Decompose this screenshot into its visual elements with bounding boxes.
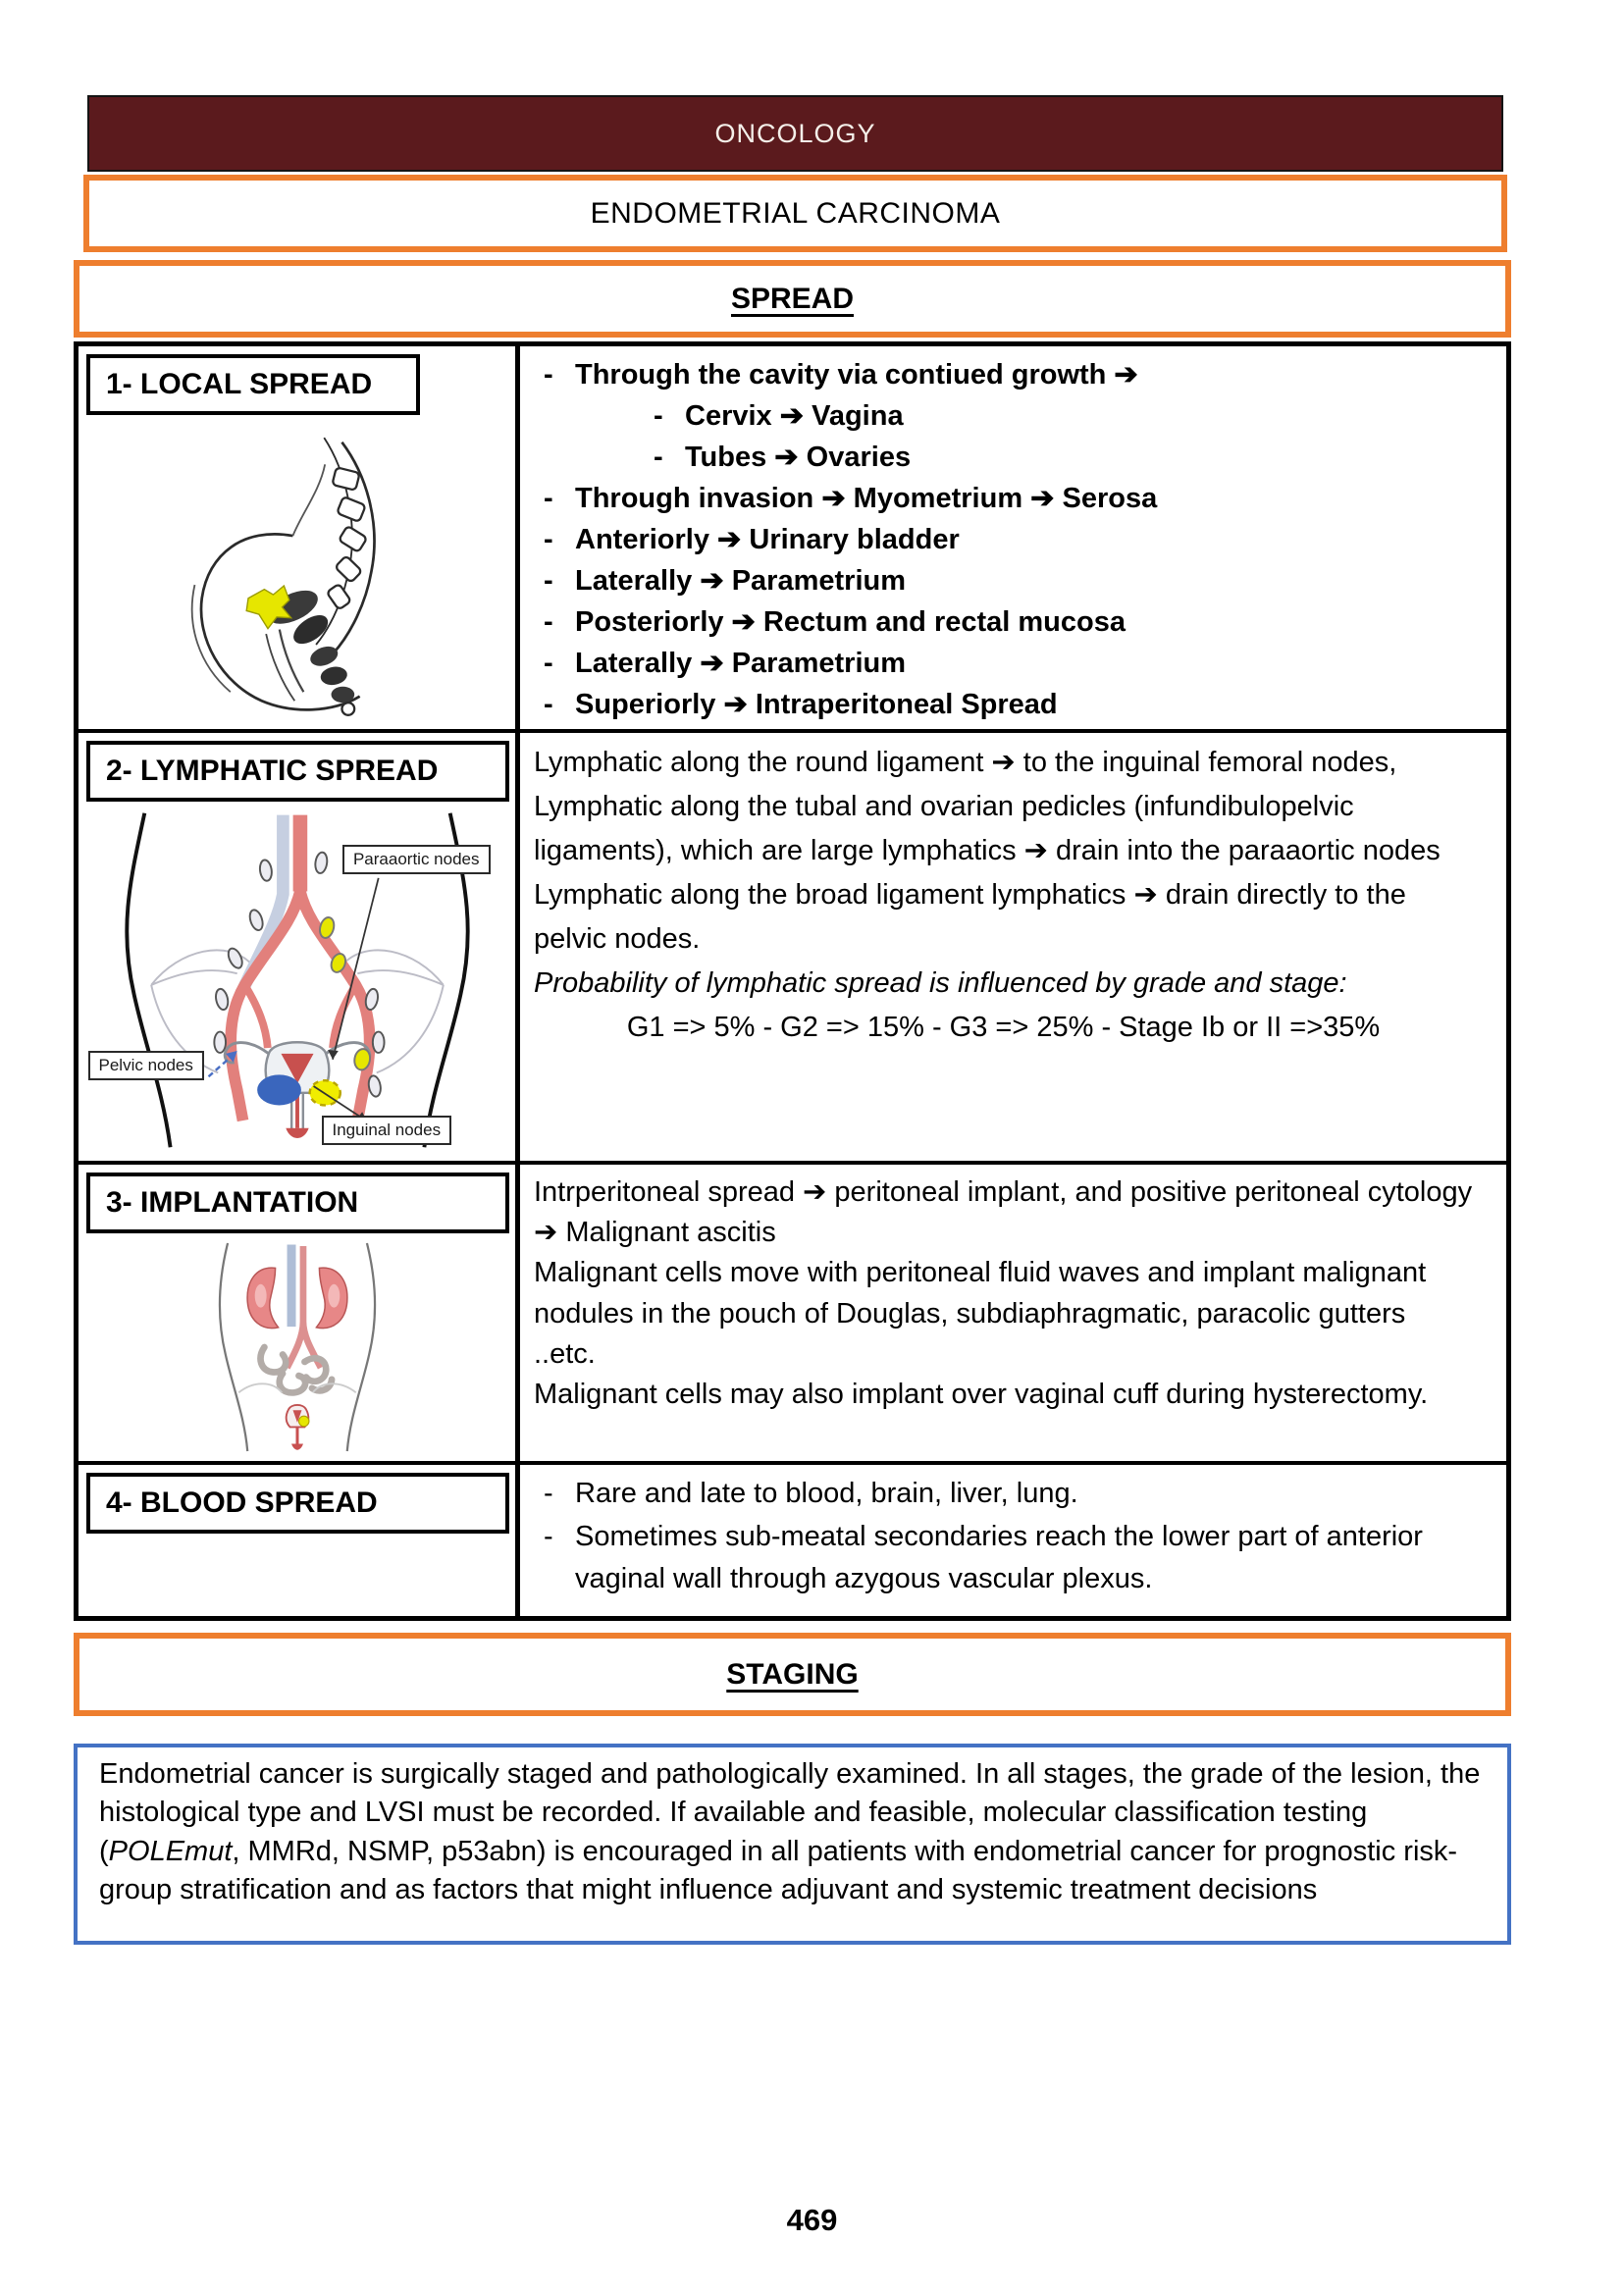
- bullet-text: Through invasion ➔ Myometrium ➔ Serosa: [575, 483, 1158, 515]
- implantation-paragraph: Intrperitoneal spread ➔ peritoneal implant, and positive peritoneal cytology ➔ Malignant ascitis: [534, 1176, 1473, 1249]
- bullet-dash: -: [544, 648, 553, 680]
- document-page: [74, 95, 1511, 1945]
- oncology-banner: [87, 95, 1503, 172]
- bullet-item: [534, 437, 1473, 478]
- bullet-text: Laterally ➔ Parametrium: [575, 648, 906, 680]
- blood-spread-content-cell: [520, 1465, 1506, 1616]
- implantation-header-label: 3- IMPLANTATION: [106, 1186, 359, 1219]
- implantation-paragraph: Malignant cells may also implant over vaginal cuff during hysterectomy.: [534, 1378, 1429, 1410]
- spread-section-title: SPREAD: [730, 282, 855, 315]
- implantation-paragraph: Malignant cells move with peritoneal fluid waves and implant malignant nodules in the pouch of Douglas, subdiaphragmatic, paracolic gutters ..etc.: [534, 1257, 1427, 1370]
- bullet-dash: -: [544, 606, 553, 639]
- bullet-item: [534, 601, 1473, 643]
- local-spread-header-label: 1- LOCAL SPREAD: [106, 368, 373, 400]
- bullet-dash: -: [544, 1478, 553, 1509]
- bullet-text: Tubes ➔ Ovaries: [685, 442, 912, 474]
- staging-text-italic: POLEmut: [108, 1835, 233, 1867]
- lymphatic-spread-header-label: 2- LYMPHATIC SPREAD: [106, 755, 439, 787]
- label-paraaortic-nodes: Paraaortic nodes: [342, 845, 491, 874]
- bullet-text: Anteriorly ➔ Urinary bladder: [575, 524, 960, 556]
- staging-note-box: [74, 1744, 1511, 1945]
- local-spread-header: [86, 354, 420, 415]
- staging-text: Endometrial cancer is surgically staged and pathologically examined. In all stages, the grade of the lesion, the histological type and LVSI must be recorded. If available and feasible, molecular classification testing (: [99, 1758, 1481, 1867]
- blood-spread-header-cell: [79, 1465, 520, 1616]
- endometrial-carcinoma-banner: [83, 175, 1507, 252]
- label-pelvic-nodes: Pelvic nodes: [88, 1051, 204, 1080]
- row-blood-spread: [79, 1461, 1506, 1616]
- implantation-content-cell: [520, 1165, 1506, 1461]
- bullet-item: [534, 643, 1473, 684]
- bullet-text: Laterally ➔ Parametrium: [575, 565, 906, 598]
- spread-table: [74, 341, 1511, 1621]
- staging-text: , MMRd, NSMP, p53abn) is encouraged in all patients with endometrial cancer for prognostic risk-group stratification and as factors that might influence adjuvant and systemic treatment decisions: [99, 1835, 1458, 1906]
- lymphatic-paragraph: Lymphatic along the tubal and ovarian pedicles (infundibulopelvic ligaments), which are large lymphatics ➔ drain into the paraaortic nodes: [534, 790, 1441, 866]
- staging-section-title: STAGING: [726, 1657, 859, 1691]
- lymphatic-spread-header: [86, 741, 509, 802]
- bullet-dash: -: [654, 442, 663, 474]
- lymphatic-paragraph: Lymphatic along the broad ligament lymphatics ➔ drain directly to the pelvic nodes.: [534, 878, 1406, 955]
- page-number: 469: [786, 2203, 838, 2237]
- bullet-text: Rare and late to blood, brain, liver, lung.: [575, 1478, 1078, 1509]
- lymphatic-paragraph: Lymphatic along the round ligament ➔ to the inguinal femoral nodes,: [534, 747, 1397, 778]
- probability-note: Probability of lymphatic spread is influenced by grade and stage:: [534, 966, 1347, 999]
- lymphatic-figure: [86, 804, 508, 1157]
- staging-section-banner: [74, 1633, 1511, 1716]
- bullet-item: [534, 684, 1473, 725]
- lymphatic-spread-content-cell: [520, 733, 1506, 1161]
- bullet-text: Through the cavity via contiued growth ➔: [575, 359, 1138, 391]
- bullet-item: [534, 478, 1473, 519]
- grades-line: G1 => 5% - G2 => 15% - G3 => 25% - Stage Ib or II =>35%: [626, 1011, 1381, 1043]
- bullet-text: Cervix ➔ Vagina: [685, 400, 904, 433]
- implantation-header-cell: [79, 1165, 520, 1461]
- spread-section-banner: [74, 260, 1511, 338]
- lymphatic-spread-header-cell: [79, 733, 520, 1161]
- oncology-title: ONCOLOGY: [714, 118, 876, 148]
- bullet-dash: -: [544, 483, 553, 515]
- bullet-dash: -: [544, 359, 553, 391]
- bullet-text: Superiorly ➔ Intraperitoneal Spread: [575, 689, 1058, 721]
- bullet-item: [534, 1516, 1473, 1601]
- local-spread-bullets: [534, 354, 1473, 725]
- row-lymphatic-spread: [79, 729, 1506, 1161]
- bullet-item: [534, 354, 1473, 395]
- row-local-spread: [79, 346, 1506, 729]
- blood-spread-header-label: 4- BLOOD SPREAD: [106, 1486, 378, 1519]
- bullet-dash: -: [544, 565, 553, 598]
- bullet-dash: -: [544, 689, 553, 721]
- abdomen-implantation-figure: [150, 1237, 445, 1457]
- local-spread-content-cell: [520, 346, 1506, 729]
- implantation-header: [86, 1173, 509, 1233]
- blood-spread-header: [86, 1473, 509, 1534]
- bullet-dash: -: [544, 1520, 553, 1552]
- label-inguinal-nodes: Inguinal nodes: [322, 1116, 452, 1145]
- bullet-text: Sometimes sub-meatal secondaries reach the lower part of anterior vaginal wall through azygous vascular plexus.: [575, 1520, 1423, 1594]
- row-implantation: [79, 1161, 1506, 1461]
- bullet-item: [534, 395, 1473, 437]
- blood-spread-bullets: [534, 1473, 1473, 1601]
- bullet-dash: -: [544, 524, 553, 556]
- bullet-item: [534, 519, 1473, 560]
- bullet-dash: -: [654, 400, 663, 433]
- local-spread-header-cell: [79, 346, 520, 729]
- sagittal-pelvis-figure: [150, 429, 445, 723]
- endometrial-carcinoma-title: ENDOMETRIAL CARCINOMA: [590, 196, 1001, 230]
- bullet-item: [534, 1473, 1473, 1516]
- bullet-item: [534, 560, 1473, 601]
- bullet-text: Posteriorly ➔ Rectum and rectal mucosa: [575, 606, 1126, 639]
